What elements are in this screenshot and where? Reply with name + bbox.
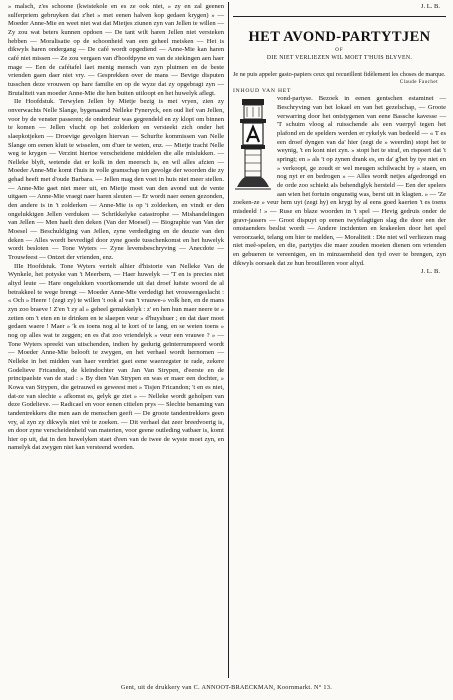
right-column [233,3,446,277]
paragraph-chapter-3: IIIe Hoofdstuk. Tone Wyters vertelt alhier d'historie van Nelleke Van de Wynkele, het potyske van 't Meerbem, — Haer huwelyk — 'T en is precies niet altyd leute — Hare ongelukken voortkomende uit dat droef luëste woord de al betrakkeel te wege brengt — Moeder Anne-Mie verdedigt het vrouwengeslacht : « Och » Heere ! (zegt zy) te willen 't ook al van 't vrauwe-» volk hen, en de mans zyn zoo braeve ! Z'en 't zy al » geheel gemakkelyk : z' en hen hun maer neere te » zetten om 't eten en te drinken en te slaepen veur » d'huyshuer ; en dat daer moet gedaen waere ! Maer » 'k es toens nog al te kort of te lang, en se weten toens » nog op alles wat te zeggen; en es d'at zoo vriendelyk » veur een vrauwe ? » — Tone Wyters spreekt van uitschenden, indien hy gedurig geïnterrumpeerd wordt — Moeder Anne-Mie belooft te zwygen, en het verhael wordt hernomen — Nelleke in het midden van haer verdriet gaet eene waerzegster te rade, zekere Godelieve Fricandon, de kleindochter van Jan Van Strypen, d'eerste en de principaelste van de stad : » By dien Van Strypen en was er maer een dochter, » Kowa van Strypen, die getrauwd es geweest met » Tisjen Fricandon; 't en es niet, dat-ze van slechte » afkomst es, gelyk ge ziet » — Nelleke wordt geholpen van deze Godelieve. — Radicael en voor eenen citielen prys — Slechte benaming van tandentrekkers die men aan de menschen geeft — De groote tandentrekkers geen vry, al zyn zy dikwyls niet vrè te zoeken. — Dit verhael dat zeer breedvoerig is, en door zyne verscheidenheid van materien, voor geene outleding vatbaer is, komt hier op uit, dat in den huwelyken staet d'een van de twee de wyste moet zyn, en namelyk dat zwygen niet kan versteend worden. [8,262,224,452]
epigraph: Je ne puis appeler gasto-papiers ceux qui recueillent fidèlement les choses de marque. [233,70,446,78]
epigraph-author: Claude Fauchet [399,79,438,85]
decorative-initial-a-illustration [233,95,273,191]
article-title-connector: OF [335,47,344,53]
signature: J. L. B. [420,3,440,10]
article-signature: J. L. B. [420,268,440,276]
contents-heading: INHOUD VAN HET [233,87,292,94]
paragraph-chapter-1-summary: » malsch, z'es schoone (kwistekole en es ze ook niet, » zy en zal geenen sulferpriem gebruyken dat z'het » met eenen halven kop gedaen krygen) » — Moeder Anne-Mie en weet niet wat dat Mietjes ziunen zyn van Jellen te willen — Zy zou wat beters kunnen opdoen — De tant wilt haren Jellen niet versteken hebben — Moralisatie op de schoonheid van een geheel meisken — Het is dikwyls haren ondergang — De café wordt opgediend — Anne-Mie kan haren café niet missen — Ze zou vergaen van d'hoofdpyne en van de stekingen aen haer mage — Een de cafétafel laet menig mensch van zyn pluimen en de beste vrienden gaen daer niet vry. — Gesprekken over de mans — Bevige disputen tusschen deze vrouwen op hare familie en op de wyze dat zy opgebragt zyn — Brutaliteit van moeder Anne-Mie die hen buiten uitloopt en het huwelyk aflegt. [8,3,224,97]
article-subtitle: DIE NIET VERLIEZEN WIL MOET T'HUIS BLYVEN. [266,54,413,61]
section-divider [233,16,446,17]
printer-imprint: Gent, uit de drukkery van C. ANNOOT-BRAECKMAN, Koornmarkt. N° 13. [120,684,333,691]
left-column [8,3,224,453]
article-title: HET AVOND-PARTYTJEN [248,28,431,45]
column-divider [228,2,229,678]
article-body: vond-partyse. Bezoek in eenen gentschen estaminet — Beschryving van het lokael en van het gezelschap, — Groote verwarring door het ontstygenen van eene Bassche kavesse — 'T schuim vloog al ruisschende als een vuerpyl tegen het plafond en de spelders werden er rykelyk van bedeeld — « T es een droef dyngen van da' hier (zegt de » weerdin) stopt het te weynig, 't en kont niet zyn. » stopt het te straf, en rispoert dat 't springt; en » als 't op zynen drank es, en da' g'het by tye niet en » verkoopt, ge zoudt er wel meugen schilwacht by » staen, en nog nyt er en bedrogen » — Alles wordt netjes afgedrongd en de orde zoo schiekt als behendiglyk hersteld — Een der spelers aan wien het fortuin ongunstig was, berst uit in klagten. » — 'Ze zoeken-ze » veur hem uyt (zegt hy) en krygt by al eens goed kaerten 't es toens misdeeld ! » — Ruse en blaze woorden in 't spel — Hevig gedruis onder de gravr-jassers — Groot dispuyt op eenen twyfelagtigen slag die door een der omstaenders beslist wordt — Andere incidenten en krakeelen door het spel veroorzaekt, telang om hier te melden, — Moraliteit : Die niet wil verliezen mag niet meê-spelen, en die, partytjes die maer zouden moeten dienen om vrienden en gebueren te vereenigen, en in minzaemheid den tyd over te brengen, zyn dikwyls oorsaek dat ze hun brouilleren voor altyd. [233,95,446,267]
paragraph-chapter-2: IIe Hoofdstuk. Terwylen Jellen by Mietje bezig is met vryen, zien zy onverwachts Nelle Slange, bygenaamd Nelleke Fyneryck, een oud lief van Jellen, voor by de venster passeren; de onderdeur was gegrendeld en zy klopt om binnen te komen — Jellen vlucht op het zolderken en versteekt zich onder het slaepkotjeken — Droevige gevolgen hiervan — Schurfte kommissen van Nelle Slange om eenen kluit te wisselen, om d'uer te weten, enz. — Mietje tracht Nelle weg te krygen — Verzint hiertoe verscheidene middelen die alle mislukken. — Nelleke blyft, wetende dat er kolk in den meersch is, en wil alles afzien — Moeder Anne-Mie komt t'huis in volle gramschap ten gevolge der woorden die zy gehad heeft met d'oude Barbara. — Jellen mag den voet in huis niet meer stellen. — Anne-Mie gaet niet meer uit, en Mietje moet van den avond uut de vente uitgaen — Anne-Mie vraegt naer haren sleuten — Er wordt naer eenen gezonden, den andere is in 't zolderken — Anne-Mie is op 't zolderken, en vindt er den ongelukkigen Jellen verduken — Schrikkelyke catastrophe — Mishandelingen van Jellen — Men haelt den deken (Van der Moesel) — Biographie van Van der Moesel — Beschuldiging van Jellen, zyne verdediging en de deuzie van den deken — Alles wordt bevredigd door zyne goede tusschenkomst en het huwelyk wordt besloten — Tone Wyters — Zyne levensbeschryving — Anecdote — Trouwfeest — Ontzet der vrienden, enz. [8,98,224,262]
